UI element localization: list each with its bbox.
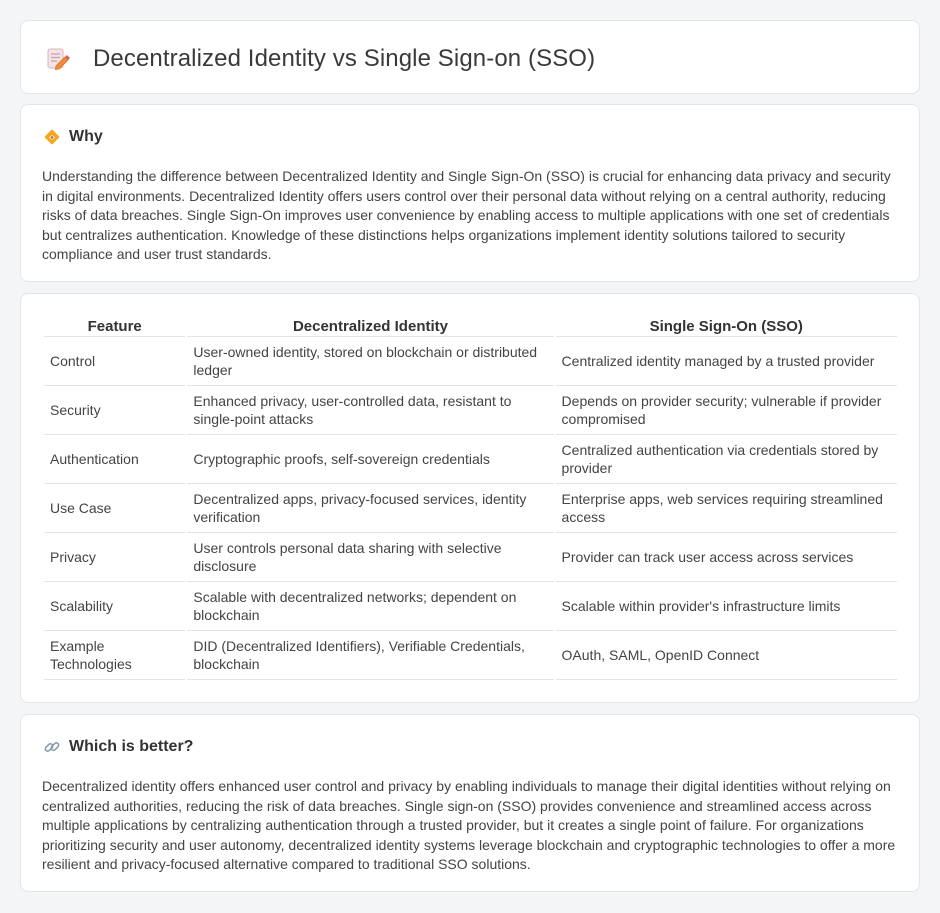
table-row bbox=[44, 631, 897, 680]
why-text: Understanding the difference between Decentralized Identity and Single Sign-On (SSO) is crucial for enhancing data privacy and security in digital environments. Decentralized Identity offers users control over their personal data without relying on a central authority, reducing risks of data breaches. Single Sign-On improves user convenience by enabling access to multiple applications with one set of credentials but centralizes authentication. Knowledge of these distinctions helps organizations implement identity solutions tailored to security compliance and user trust standards. bbox=[42, 168, 891, 263]
title-card bbox=[20, 20, 920, 94]
sso-cell: Provider can track user access across services bbox=[556, 533, 897, 582]
decentralized-identity-cell: Decentralized apps, privacy-focused services, identity verification bbox=[187, 484, 553, 533]
table-row bbox=[44, 337, 897, 386]
table-header-row bbox=[44, 316, 897, 337]
why-title: Why bbox=[69, 128, 103, 145]
comparison-card bbox=[20, 293, 920, 703]
feature-cell: Example Technologies bbox=[44, 631, 185, 680]
decentralized-identity-cell: Cryptographic proofs, self-sovereign credentials bbox=[187, 435, 553, 484]
table-row bbox=[44, 386, 897, 435]
page-title: Decentralized Identity vs Single Sign-on (SSO) bbox=[93, 45, 596, 72]
feature-cell: Privacy bbox=[44, 533, 185, 582]
decentralized-identity-cell: User-owned identity, stored on blockchain or distributed ledger bbox=[187, 337, 553, 386]
table-row bbox=[44, 484, 897, 533]
table-row bbox=[44, 435, 897, 484]
sso-cell: OAuth, SAML, OpenID Connect bbox=[556, 631, 897, 680]
column-header-decentralized-identity: Decentralized Identity bbox=[187, 316, 553, 337]
title-row bbox=[43, 45, 595, 73]
table-row bbox=[44, 582, 897, 631]
comparison-table bbox=[42, 316, 899, 680]
table-row bbox=[44, 533, 897, 582]
feature-cell: Control bbox=[44, 337, 185, 386]
feature-cell: Use Case bbox=[44, 484, 185, 533]
sso-cell: Depends on provider security; vulnerable if provider compromised bbox=[556, 386, 897, 435]
feature-cell: Security bbox=[44, 386, 185, 435]
sso-cell: Enterprise apps, web services requiring streamlined access bbox=[556, 484, 897, 533]
decentralized-identity-cell: DID (Decentralized Identifiers), Verifiable Credentials, blockchain bbox=[187, 631, 553, 680]
sso-cell: Scalable within provider's infrastructure limits bbox=[556, 582, 897, 631]
decentralized-identity-cell: Scalable with decentralized networks; dependent on blockchain bbox=[187, 582, 553, 631]
document-pencil-icon bbox=[43, 46, 73, 72]
diamond-sign-icon bbox=[43, 128, 61, 146]
decentralized-identity-cell: Enhanced privacy, user-controlled data, resistant to single-point attacks bbox=[187, 386, 553, 435]
which-is-better-card bbox=[20, 714, 920, 892]
why-heading bbox=[43, 128, 103, 146]
column-header-feature: Feature bbox=[44, 316, 185, 337]
sso-cell: Centralized authentication via credentials stored by provider bbox=[556, 435, 897, 484]
decentralized-identity-cell: User controls personal data sharing with selective disclosure bbox=[187, 533, 553, 582]
column-header-sso: Single Sign-On (SSO) bbox=[556, 316, 897, 337]
which-is-better-title: Which is better? bbox=[69, 738, 194, 755]
feature-cell: Authentication bbox=[44, 435, 185, 484]
which-is-better-heading bbox=[43, 738, 193, 756]
which-is-better-text: Decentralized identity offers enhanced user control and privacy by enabling individuals to manage their digital identities without relying on centralized authorities, reducing the risk of data breaches. Single sign-on (SSO) provides convenience and streamlined access across multiple applications by centralizing authentication through a trusted provider, but it creates a single point of failure. For organizations prioritizing security and user autonomy, decentralized identity systems leverage blockchain and cryptographic technologies to offer a more resilient and privacy-focused alternative compared to traditional SSO solutions. bbox=[42, 778, 896, 873]
sso-cell: Centralized identity managed by a trusted provider bbox=[556, 337, 897, 386]
feature-cell: Scalability bbox=[44, 582, 185, 631]
link-icon bbox=[43, 738, 61, 756]
why-card bbox=[20, 104, 920, 282]
